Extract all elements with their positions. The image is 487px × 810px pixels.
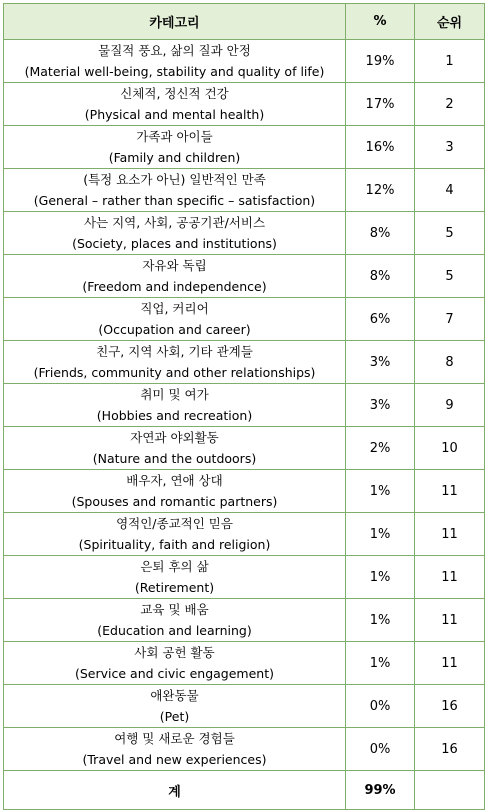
table-row: [4, 384, 485, 427]
percent-cell: 0%: [346, 728, 415, 771]
header-category: 카테고리: [4, 4, 346, 40]
category-cell: [4, 728, 346, 771]
category-cell: [4, 83, 346, 126]
category-english: (Society, places and institutions): [72, 236, 277, 251]
table-row: [4, 728, 485, 771]
total-label: 계: [4, 771, 346, 810]
rank-cell: 8: [415, 341, 485, 384]
rank-cell: 7: [415, 298, 485, 341]
rank-cell: 2: [415, 83, 485, 126]
percent-cell: 1%: [346, 470, 415, 513]
table-row: [4, 599, 485, 642]
category-korean: 취미 및 여가: [140, 387, 209, 402]
rank-cell: 16: [415, 685, 485, 728]
rank-cell: 3: [415, 126, 485, 169]
category-english: (Material well-being, stability and quality of life): [24, 64, 325, 79]
table-row: [4, 470, 485, 513]
category-korean: 영적인/종교적인 믿음: [116, 516, 233, 531]
category-korean: (특정 요소가 아닌) 일반적인 만족: [83, 172, 266, 187]
rank-cell: 11: [415, 470, 485, 513]
table-row: [4, 212, 485, 255]
category-english: (Spouses and romantic partners): [71, 494, 278, 509]
table-row: [4, 642, 485, 685]
rank-cell: 5: [415, 212, 485, 255]
table-row: [4, 255, 485, 298]
category-korean: 배우자, 연애 상대: [126, 473, 223, 488]
category-table: [3, 3, 485, 810]
table-row: [4, 169, 485, 212]
category-korean: 친구, 지역 사회, 기타 관계들: [96, 344, 253, 359]
header-percent: %: [346, 4, 415, 40]
category-english: (Freedom and independence): [82, 279, 267, 294]
category-cell: [4, 427, 346, 470]
category-cell: [4, 685, 346, 728]
category-korean: 자연과 야외활동: [130, 430, 219, 445]
table-row: [4, 83, 485, 126]
table-row: [4, 556, 485, 599]
total-row: [4, 771, 485, 810]
rank-cell: 11: [415, 556, 485, 599]
category-cell: [4, 470, 346, 513]
category-english: (Education and learning): [97, 623, 252, 638]
category-cell: [4, 169, 346, 212]
percent-cell: 1%: [346, 642, 415, 685]
category-cell: [4, 384, 346, 427]
percent-cell: 8%: [346, 255, 415, 298]
category-korean: 애완동물: [150, 688, 199, 703]
rank-cell: 10: [415, 427, 485, 470]
category-korean: 물질적 풍요, 삶의 질과 안정: [98, 43, 251, 58]
category-korean: 교육 및 배움: [140, 602, 209, 617]
rank-cell: 4: [415, 169, 485, 212]
category-cell: [4, 298, 346, 341]
category-cell: [4, 341, 346, 384]
percent-cell: 0%: [346, 685, 415, 728]
category-korean: 직업, 커리어: [140, 301, 209, 316]
category-korean: 은퇴 후의 삶: [140, 559, 209, 574]
category-english: (General – rather than specific – satisfaction): [33, 193, 316, 208]
percent-cell: 2%: [346, 427, 415, 470]
rank-cell: 16: [415, 728, 485, 771]
table-row: [4, 40, 485, 83]
table-row: [4, 685, 485, 728]
category-korean: 사는 지역, 사회, 공공기관/서비스: [83, 215, 266, 230]
percent-cell: 8%: [346, 212, 415, 255]
percent-cell: 1%: [346, 599, 415, 642]
table-row: [4, 126, 485, 169]
category-cell: [4, 513, 346, 556]
category-korean: 자유와 독립: [142, 258, 207, 273]
category-english: (Pet): [159, 709, 190, 724]
category-cell: [4, 212, 346, 255]
percent-cell: 1%: [346, 513, 415, 556]
category-cell: [4, 40, 346, 83]
category-korean: 사회 공헌 활동: [134, 645, 215, 660]
category-english: (Nature and the outdoors): [92, 451, 257, 466]
percent-cell: 3%: [346, 341, 415, 384]
header-rank: 순위: [415, 4, 485, 40]
percent-cell: 6%: [346, 298, 415, 341]
percent-cell: 12%: [346, 169, 415, 212]
rank-cell: 11: [415, 599, 485, 642]
total-percent: 99%: [346, 771, 415, 810]
percent-cell: 3%: [346, 384, 415, 427]
rank-cell: 1: [415, 40, 485, 83]
table-row: [4, 341, 485, 384]
category-cell: [4, 642, 346, 685]
category-cell: [4, 126, 346, 169]
category-korean: 가족과 아이들: [136, 129, 213, 144]
category-english: (Travel and new experiences): [82, 752, 267, 767]
table-row: [4, 427, 485, 470]
category-english: (Spirituality, faith and religion): [78, 537, 271, 552]
header-row: [4, 4, 485, 40]
category-english: (Occupation and career): [98, 322, 251, 337]
table-row: [4, 298, 485, 341]
rank-cell: 11: [415, 513, 485, 556]
rank-cell: 11: [415, 642, 485, 685]
total-rank: [415, 771, 485, 810]
category-english: (Family and children): [108, 150, 241, 165]
category-english: (Physical and mental health): [84, 107, 265, 122]
category-cell: [4, 556, 346, 599]
category-english: (Service and civic engagement): [75, 666, 274, 681]
percent-cell: 16%: [346, 126, 415, 169]
percent-cell: 1%: [346, 556, 415, 599]
category-korean: 여행 및 새로운 경험들: [114, 731, 235, 746]
category-cell: [4, 255, 346, 298]
table-row: [4, 513, 485, 556]
percent-cell: 17%: [346, 83, 415, 126]
rank-cell: 5: [415, 255, 485, 298]
rank-cell: 9: [415, 384, 485, 427]
category-english: (Friends, community and other relationships): [33, 365, 316, 380]
category-korean: 신체적, 정신적 건강: [120, 86, 229, 101]
percent-cell: 19%: [346, 40, 415, 83]
category-cell: [4, 599, 346, 642]
category-english: (Retirement): [134, 580, 215, 595]
category-english: (Hobbies and recreation): [96, 408, 253, 423]
